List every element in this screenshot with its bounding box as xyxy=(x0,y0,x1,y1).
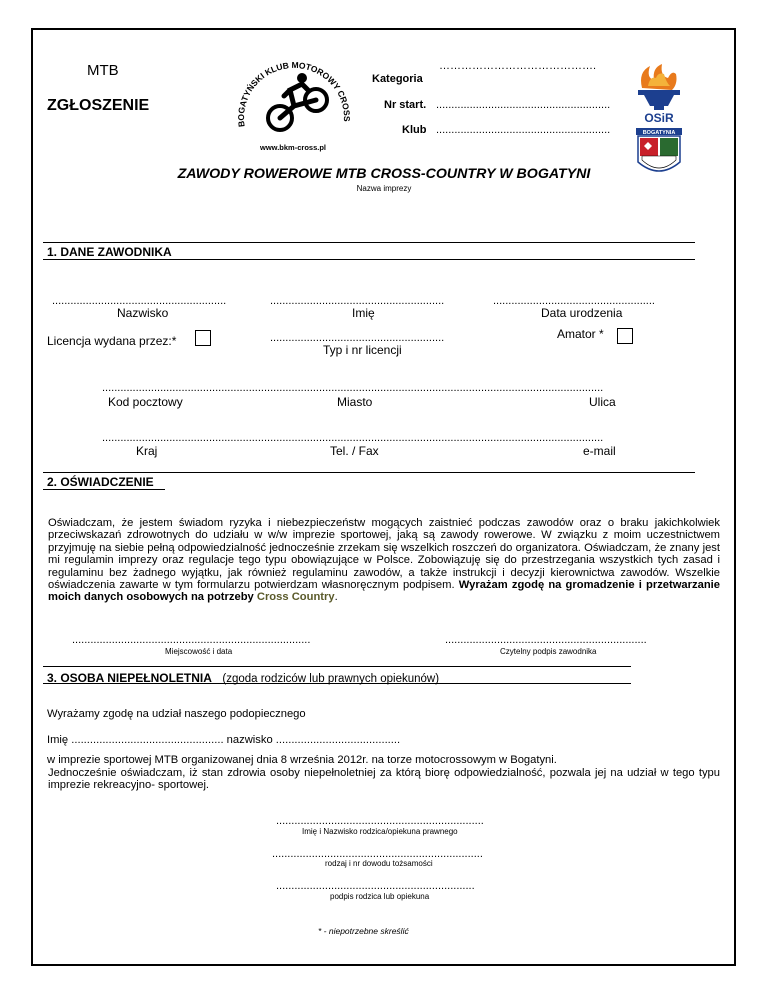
form-title: ZGŁOSZENIE xyxy=(47,97,150,114)
license-type-label: Typ i nr licencji xyxy=(323,343,402,357)
amator-label: Amator * xyxy=(557,327,604,341)
svg-text:BOGATYŃSKI KLUB MOTOROWY CROSS: BOGATYŃSKI KLUB MOTOROWY CROSS xyxy=(235,60,353,128)
section3-title: 3. OSOBA NIEPEŁNOLETNIA xyxy=(47,671,212,685)
section3-top-rule xyxy=(43,666,631,667)
consent-text: Wyrażamy zgodę na udział naszego podopiecznego xyxy=(47,708,306,720)
postal-code-label: Kod pocztowy xyxy=(108,395,183,409)
nr-start-label: Nr start. xyxy=(384,99,427,111)
license-type-dots[interactable]: ......................................................... xyxy=(270,332,445,344)
kategoria-label: Kategoria xyxy=(372,73,423,85)
license-checkbox[interactable] xyxy=(195,330,211,346)
health-statement: Jednocześnie oświadczam, iż stan zdrowia osoby niepełnoletniej za którą biorę odpowiedzialność, pozwala jej na udział w tego typu imprezie rekreacyjno- sportowej. xyxy=(48,767,720,792)
license-label: Licencja wydana przez:* xyxy=(47,334,177,348)
city-label: Miasto xyxy=(337,395,373,409)
nr-start-dots[interactable]: ......................................................... xyxy=(436,99,611,111)
minor-name-line[interactable]: Imię ................................................. nazwisko ........................................ xyxy=(47,734,401,746)
birthdate-label: Data urodzenia xyxy=(541,306,623,320)
declaration-paragraph: Oświadczam, że jestem świadom ryzyka i niebezpieczeństw mogących zaistnieć podczas zawodów oraz o braku jakichkolwiek przeciwskazań zdrowotnych do udziału w w/w imprezie sportowej, jaką są zawody rowerowe. W związku z moim uczestnictwem przyjmuję na siebie pełną odpowiedzialność jednocześnie zrzekam się wszelkich roszczeń do organizatora. Oświadczam, że znany jest mi regulamin imprezy oraz regulacje tego typu obowiązujące w Polsce. Zobowiązuję się do przestrzegania wszystkich tych zasad i regulaminu bez żadnego wyjątku, jak również regulaminu zawodów, a także instrukcji i decyzji kierownictwa zawodów. Wszelkie oświadczenia zawarte w tym formularzu potwierdzam własnoręcznym podpisem. Wyrażam zgodę na gromadzenie i przetwarzanie moich danych osobowych na potrzeby Cross Country. xyxy=(48,517,720,604)
imie-dots[interactable]: ......................................................... xyxy=(270,295,445,307)
guardian-signature-label: podpis rodzica lub opiekuna xyxy=(330,892,430,901)
nazwisko-label: Nazwisko xyxy=(117,306,169,320)
section1-title: 1. DANE ZAWODNIKA xyxy=(47,245,172,259)
birthdate-dots[interactable]: ..................................................... xyxy=(493,295,655,307)
event-title: ZAWODY ROWEROWE MTB CROSS-COUNTRY W BOGATYNI xyxy=(177,166,591,182)
section2-bottom-rule xyxy=(43,489,165,490)
section2-top-rule xyxy=(43,472,695,473)
section3-bottom-rule xyxy=(43,683,631,684)
country-label: Kraj xyxy=(136,444,158,458)
guardian-name-label: Imię i Nazwisko rodzica/opiekuna prawnego xyxy=(302,827,458,836)
kategoria-dots[interactable]: ……………………………………. xyxy=(439,60,597,72)
klub-label: Klub xyxy=(402,124,427,136)
club-logo xyxy=(232,60,354,156)
street-label: Ulica xyxy=(589,395,616,409)
id-document-label: rodzaj i nr dowodu tożsamości xyxy=(325,859,433,868)
footnote: * - niepotrzebne skreślić xyxy=(318,926,409,936)
phone-label: Tel. / Fax xyxy=(330,444,379,458)
guardian-signature-dots[interactable]: ................................................................. xyxy=(276,880,475,892)
amator-checkbox[interactable] xyxy=(617,328,633,344)
section3-title-row xyxy=(47,669,439,687)
section2-title: 2. OŚWIADCZENIE xyxy=(47,475,154,489)
place-date-label: Miejscowość i data xyxy=(165,647,233,656)
signature-label: Czytelny podpis zawodnika xyxy=(500,647,597,656)
contact-dots[interactable]: .................................................................................................................................................................... xyxy=(102,432,604,444)
cross-country-text: Cross Country xyxy=(256,591,335,604)
osir-text: OSiR xyxy=(644,111,674,125)
crest-text: BOGATYNIA xyxy=(642,130,676,136)
email-label: e-mail xyxy=(583,444,616,458)
section1-bottom-rule xyxy=(43,259,695,260)
place-date-dots[interactable]: .............................................................................. xyxy=(72,634,311,646)
section1-top-rule xyxy=(43,242,695,243)
mtb-label: MTB xyxy=(87,62,119,79)
nazwisko-dots[interactable]: ......................................................... xyxy=(52,295,227,307)
address-dots[interactable]: .................................................................................................................................................................... xyxy=(102,382,604,394)
event-line: w imprezie sportowej MTB organizowanej dnia 8 września 2012r. na torze motocrossowym w Bogatyni. xyxy=(47,754,557,766)
guardian-name-dots[interactable]: .................................................................... xyxy=(276,815,484,827)
event-subtitle: Nazwa imprezy xyxy=(356,184,412,193)
klub-dots[interactable]: ......................................................... xyxy=(436,124,611,136)
section3-note: (zgoda rodziców lub prawnych opiekunów) xyxy=(222,673,440,685)
imie-label: Imię xyxy=(352,306,375,320)
id-document-dots[interactable]: ..................................................................... xyxy=(272,848,483,860)
signature-dots[interactable]: .................................................................. xyxy=(445,634,647,646)
club-url: www.bkm-cross.pl xyxy=(260,143,326,152)
